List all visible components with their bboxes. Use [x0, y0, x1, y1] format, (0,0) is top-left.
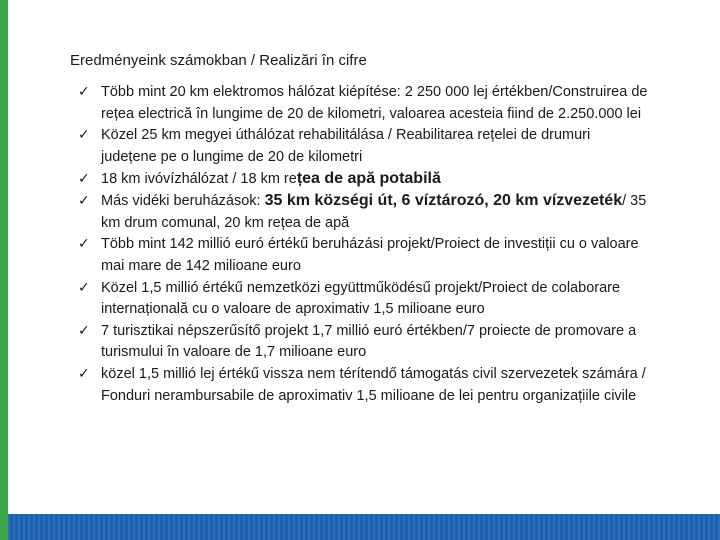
footer-green-accent — [0, 514, 8, 540]
list-item-text: Közel 1,5 millió értékű nemzetközi együttműködésű projekt/Proiect de colaborare internațională cu o valoare de aproximativ 1,5 milioane euro — [101, 279, 621, 318]
list-item-text: Más vidéki beruházások: — [101, 193, 265, 210]
list-item — [78, 190, 648, 234]
list-item-text: Közel 25 km megyei úthálózat rehabilitálása / Reabilitarea rețelei de drumuri județene pe o lungime de 20 de kilometri — [101, 127, 591, 165]
checkmark-icon: ✓ — [78, 84, 90, 100]
results-list — [78, 82, 648, 407]
checkmark-icon: ✓ — [78, 279, 90, 296]
list-item-text-tail: / 35 km drum comunal, 20 km rețea de apă — [101, 193, 647, 232]
list-item — [78, 321, 648, 364]
list-item — [78, 234, 648, 277]
list-item-text: 7 turisztikai népszerűsítő projekt 1,7 millió euró értékben/7 proiecte de promovare a turismului în valoare de 1,7 milioane euro — [101, 322, 637, 361]
list-item-text: Több mint 142 millió euró értékű beruházási projekt/Proiect de investiții cu o valoare mai mare de 142 milioane euro — [101, 236, 639, 274]
list-item-text: Több mint 20 km elektromos hálózat kiépítése: 2 250 000 lej értékben/Construirea de rețea electrică în lungime de 20 de kilometri, valoarea acesteia fiind de 2.250.000 lei — [101, 84, 648, 122]
left-accent-bar — [0, 0, 8, 540]
checkmark-icon: ✓ — [78, 236, 90, 253]
checkmark-icon: ✓ — [78, 171, 90, 188]
checkmark-icon: ✓ — [78, 127, 90, 144]
list-item — [78, 82, 648, 125]
page-title: Eredményeink számokban / Realizări în cifre — [70, 52, 367, 69]
footer-stripe-bar — [0, 514, 720, 540]
checkmark-icon: ✓ — [78, 193, 90, 210]
list-item — [78, 125, 648, 168]
checkmark-icon: ✓ — [78, 322, 90, 339]
checkmark-icon: ✓ — [78, 365, 90, 382]
list-item — [78, 364, 648, 407]
list-item-text: közel 1,5 millió lej értékű vissza nem térítendő támogatás civil szervezetek számára / Fonduri nerambursabile de aproximativ 1,5 milioane de lei pentru organizațiile civile — [101, 365, 646, 404]
list-item-text-emphasis: țea de apă potabilă — [296, 170, 441, 188]
list-item-text: 18 km ivóvízhálózat / 18 km re — [101, 171, 297, 188]
list-item — [78, 168, 648, 190]
list-item — [78, 278, 648, 321]
list-item-text-emphasis: 35 km községi út, 6 víztározó, 20 km vízvezeték — [264, 192, 623, 210]
